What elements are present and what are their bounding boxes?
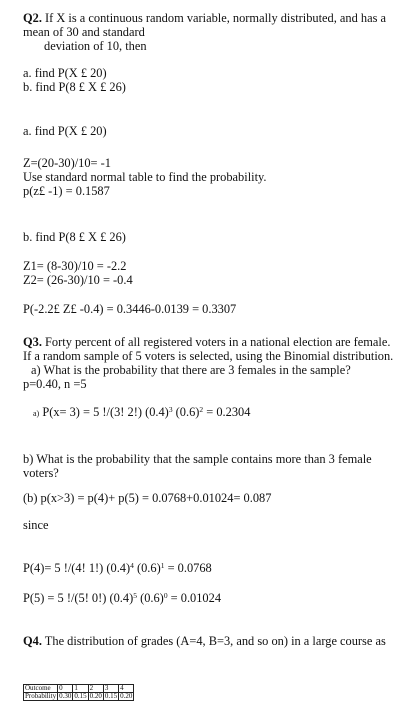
q2-heading: Q2. bbox=[23, 11, 42, 25]
q3-since: since bbox=[23, 518, 49, 532]
q4-distribution-table bbox=[23, 684, 134, 701]
table-cell: 0.20 bbox=[120, 692, 133, 700]
q2-part-b: b. find P(8 £ X £ 26) bbox=[23, 80, 126, 94]
q3-p5: P(5) = 5 !/(5! 0!) $(0.4)^5$ $(0.6)^0 = 0.01024$ bbox=[23, 591, 222, 605]
q3-params: p=0.40, n =5 bbox=[23, 377, 87, 391]
q3-question-b-line-2: voters? bbox=[23, 466, 59, 480]
q2-result-b: P(-2.2£ Z£ -0.4) = 0.3446-0.0139 = 0.3307 bbox=[23, 302, 237, 316]
table-cell: 2 bbox=[88, 685, 103, 693]
table-cell: Probability bbox=[25, 692, 57, 700]
table-cell: 0 bbox=[58, 685, 73, 693]
q4-heading: Q4. bbox=[23, 634, 42, 648]
q2-z2-line: Z2= (26-30)/10 = -0.4 bbox=[23, 273, 133, 287]
table-cell: Outcome bbox=[24, 685, 58, 693]
q3-heading: Q3. bbox=[23, 335, 42, 349]
q2-use-table: Use standard normal table to find the probability. bbox=[23, 170, 267, 184]
table-cell: 0.30 bbox=[59, 692, 72, 700]
q2-part-a: a. find P(X £ 20) bbox=[23, 66, 107, 80]
q3-question-b-line-1: b) What is the probability that the sample contains more than 3 female bbox=[23, 452, 372, 466]
q2-result-a: p(z£ -1) = 0.1587 bbox=[23, 184, 110, 198]
table-cell: 0.15 bbox=[74, 692, 87, 700]
q3-intro-line-2: If a random sample of 5 voters is selected, using the Binomial distribution. bbox=[23, 349, 394, 363]
q2-intro-line-1: Q2. If X is a continuous random variable, normally distributed, and has a bbox=[23, 11, 387, 25]
table-row bbox=[24, 693, 134, 701]
q2-solution-a-label: a. find P(X £ 20) bbox=[23, 124, 107, 138]
q2-z1-line: Z1= (8-30)/10 = -2.2 bbox=[23, 259, 127, 273]
q4-intro: Q4. The distribution of grades (A=4, B=3, and so on) in a large course as bbox=[23, 634, 386, 648]
q3-intro-line-1: Q3. Forty percent of all registered voters in a national election are female. bbox=[23, 335, 391, 349]
q2-intro-line-2: mean of 30 and standard bbox=[23, 25, 145, 39]
q3-answer-b: (b) p(x>3) = p(4)+ p(5) = 0.0768+0.01024= 0.087 bbox=[23, 491, 272, 505]
table-cell: 4 bbox=[119, 685, 134, 693]
q2-z-line: Z=(20-30)/10= -1 bbox=[23, 156, 111, 170]
q2-solution-b-label: b. find P(8 £ X £ 26) bbox=[23, 230, 126, 244]
table-cell: 0.15 bbox=[104, 692, 118, 700]
q3-p4: P(4)= 5 !/(4! 1!) $(0.4)^4$ $(0.6)^1 = 0.0768$ bbox=[23, 561, 212, 575]
table-cell: 1 bbox=[73, 685, 88, 693]
q2-intro-line-3: deviation of 10, then bbox=[44, 39, 147, 53]
q3-question-a: a) What is the probability that there are 3 females in the sample? bbox=[31, 363, 351, 377]
table-cell: 0.20 bbox=[89, 692, 102, 700]
q3-answer-a: a) P(x= 3) = 5 !/(3! 2!) $(0.4)^3$ $(0.6)^2 = 0.2304$ bbox=[33, 405, 251, 419]
table-cell: 3 bbox=[103, 685, 118, 693]
